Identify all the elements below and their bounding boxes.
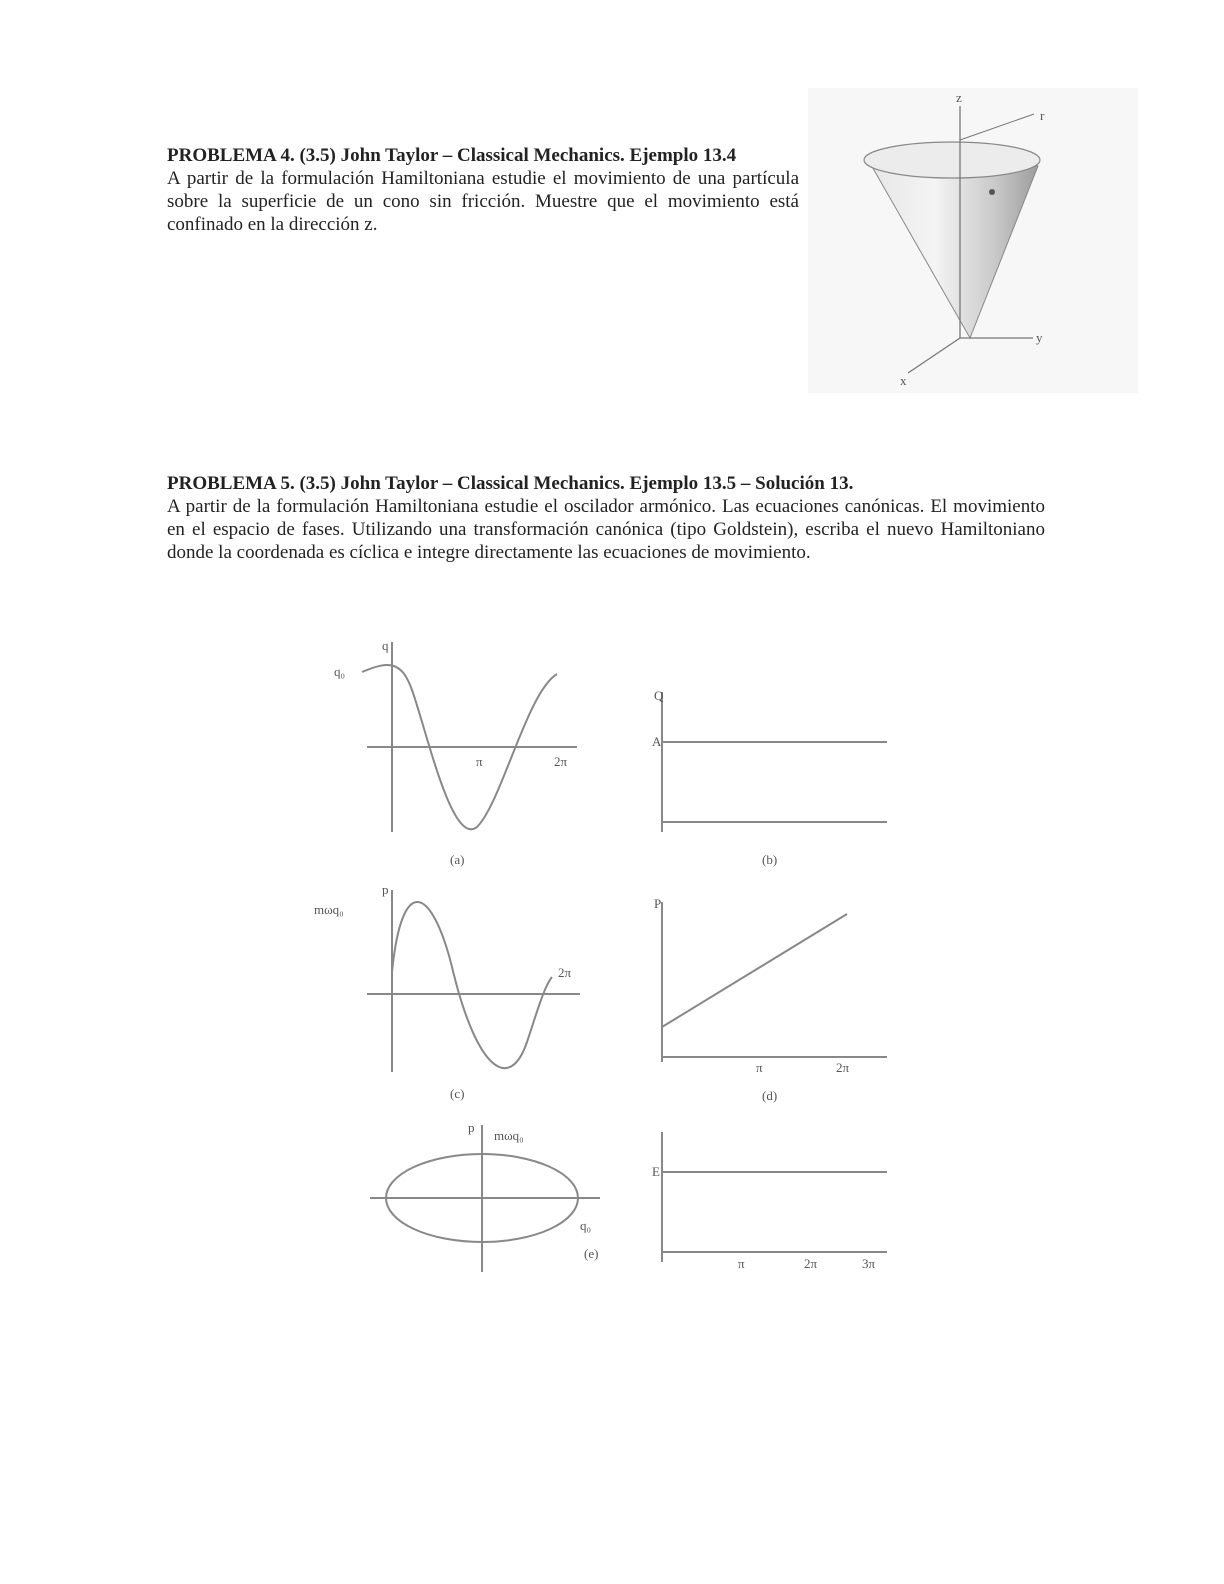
r2l-tick-2pi: 2π	[558, 965, 572, 980]
cone-y-label: y	[1036, 330, 1043, 345]
r1r-y-label: Q	[654, 688, 664, 703]
r3r-tick-1: π	[738, 1256, 745, 1271]
r3r-tick-3: 3π	[862, 1256, 876, 1271]
r1l-top-value: q₀	[334, 664, 346, 679]
r2r-y-label: P	[654, 896, 662, 911]
r3l-x-value: q₀	[580, 1218, 592, 1233]
r3r-tick-2: 2π	[804, 1256, 818, 1271]
problem-5-title: PROBLEMA 5. (3.5) John Taylor – Classical Mechanics. Ejemplo 13.5 – Solución 13.	[167, 473, 854, 494]
r1l-tick-2pi: 2π	[554, 754, 568, 769]
r1l-tick-pi: π	[476, 754, 483, 769]
r2l-top-value: mωq₀	[314, 902, 344, 917]
problem-4-title: PROBLEMA 4. (3.5) John Taylor – Classical Mechanics. Ejemplo 13.4	[167, 145, 737, 166]
r3l-top-value: mωq₀	[494, 1128, 524, 1143]
r2r-caption: (d)	[762, 1088, 778, 1103]
plot-q-vs-t	[362, 642, 577, 832]
r2l-caption: (c)	[450, 1086, 465, 1101]
problem-5-text: A partir de la formulación Hamiltoniana estudie el oscilador armónico. Las ecuaciones canónicas. El movimiento en el espacio de fases. Utilizando una transformación canónica (tipo Goldstein), escriba el nuevo Hamiltoniano donde la coordenada es cíclica e integre directamente las ecuaciones de movimiento.	[167, 496, 1045, 563]
r1r-caption: (b)	[762, 852, 778, 867]
r1l-caption: (a)	[450, 852, 465, 867]
cone-z-label: z	[956, 90, 962, 105]
cone-r-label: r	[1040, 108, 1045, 123]
r1r-level: A	[652, 734, 662, 749]
r2r-tick-pi: π	[756, 1060, 763, 1075]
plot-p-vs-t	[367, 890, 580, 1072]
r2r-tick-2pi: 2π	[836, 1060, 850, 1075]
problem-5-block	[167, 472, 1045, 564]
cone-figure	[808, 88, 1138, 393]
problem-4-text: A partir de la formulación Hamiltoniana estudie el movimiento de una partícula sobre la superficie de un cono sin fricción. Muestre que el movimiento está confinado en la dirección z.	[167, 168, 799, 235]
r3l-caption: (e)	[584, 1246, 599, 1261]
cone-x-label: x	[900, 373, 907, 388]
plot-energy-vs-t	[662, 1132, 887, 1262]
plot-P-vs-t	[662, 902, 887, 1062]
r3l-y-label: p	[468, 1120, 475, 1135]
r1l-y-label: q	[382, 638, 389, 653]
r2l-y-label: p	[382, 882, 389, 897]
phase-plots-figure	[262, 632, 902, 1292]
r3r-level: E	[652, 1164, 660, 1179]
plot-phase-space-ellipse	[370, 1125, 600, 1272]
problem-4-block	[167, 144, 799, 236]
plot-Q-vs-t	[662, 692, 887, 832]
